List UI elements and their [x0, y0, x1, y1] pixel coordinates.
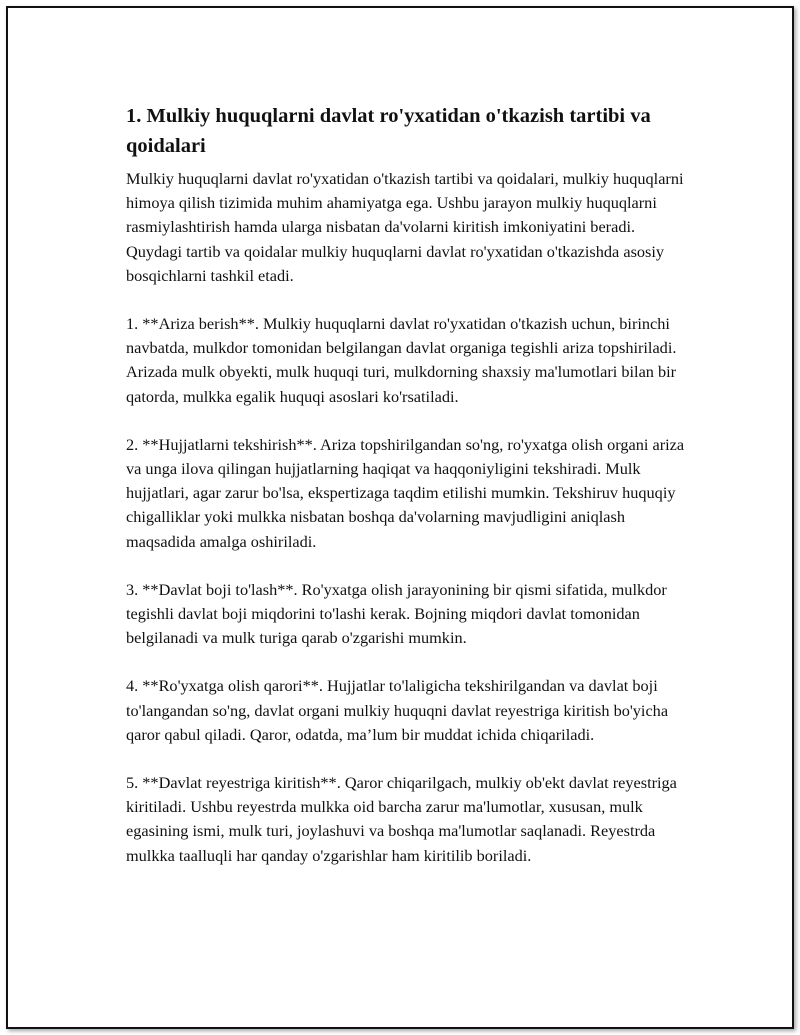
step-2-paragraph: 2. **Hujjatlarni tekshirish**. Ariza topshirilgandan so'ng, ro'yxatga olish organi ariza va unga ilova qilingan hujjatlarning haqiqat va haqqoniyligini tekshiradi. Mulk hujjatlari, agar zarur bo'lsa, ekspertizaga taqdim etilishi mumkin. Tekshiruv huquqiy chigalliklar yoki mulkka nisbatan boshqa da'volarning mavjudligini aniqlash maqsadida amalga oshiriladi.: [126, 434, 685, 551]
section-heading: 1. Mulkiy huquqlarni davlat ro'yxatidan o'tkazish tartibi va qoidalari: [126, 105, 651, 157]
step-5-paragraph: 5. **Davlat reyestriga kiritish**. Qaror chiqarilgach, mulkiy ob'ekt davlat reyestriga kiritiladi. Ushbu reyestrda mulkka oid barcha zarur ma'lumotlar, xususan, mulk egasining ismi, mulk turi, joylashuvi va boshqa ma'lumotlar saqlanadi. Reyestrda mulkka taalluqli har qanday o'zgarishlar ham kiritilib boriladi.: [126, 773, 677, 865]
intro-paragraph: Mulkiy huquqlarni davlat ro'yxatidan o'tkazish tartibi va qoidalari, mulkiy huquqlarni himoya qilish tizimida muhim ahamiyatga ega. Ushbu jarayon mulkiy huquqlarni rasmiylashtirish hamda ularga nisbatan da'volarni kiritish imkoniyatini beradi. Quydagi tartib va qoidalar mulkiy huquqlarni davlat ro'yxatidan o'tkazishda asosiy bosqichlarni tashkil etadi.: [126, 169, 684, 285]
step-4-paragraph: 4. **Ro'yxatga olish qarori**. Hujjatlar to'laligicha tekshirilgandan va davlat boji to'langandan so'ng, davlat organi mulkiy huquqni davlat reyestriga kiritish bo'yicha qaror qabul qiladi. Qaror, odatda, ma’lum bir muddat ichida chiqariladi.: [126, 676, 669, 744]
document-page: [6, 6, 794, 1029]
step-3-paragraph: 3. **Davlat boji to'lash**. Ro'yxatga olish jarayonining bir qismi sifatida, mulkdor tegishli davlat boji miqdorini to'lashi kerak. Bojning miqdori davlat tomonidan belgilanadi va mulk turiga qarab o'zgarishi mumkin.: [126, 579, 667, 648]
step-1-paragraph: 1. **Ariza berish**. Mulkiy huquqlarni davlat ro'yxatidan o'tkazish uchun, birinchi navbatda, mulkdor tomonidan belgilangan davlat organiga tegishli ariza topshiriladi. Arizada mulk obyekti, mulk huquqi turi, mulkdorning shaxsiy ma'lumotlari bilan bir qatorda, mulkka egalik huquqi asoslari ko'rsatiladi.: [126, 314, 677, 406]
document-body: [126, 101, 694, 892]
